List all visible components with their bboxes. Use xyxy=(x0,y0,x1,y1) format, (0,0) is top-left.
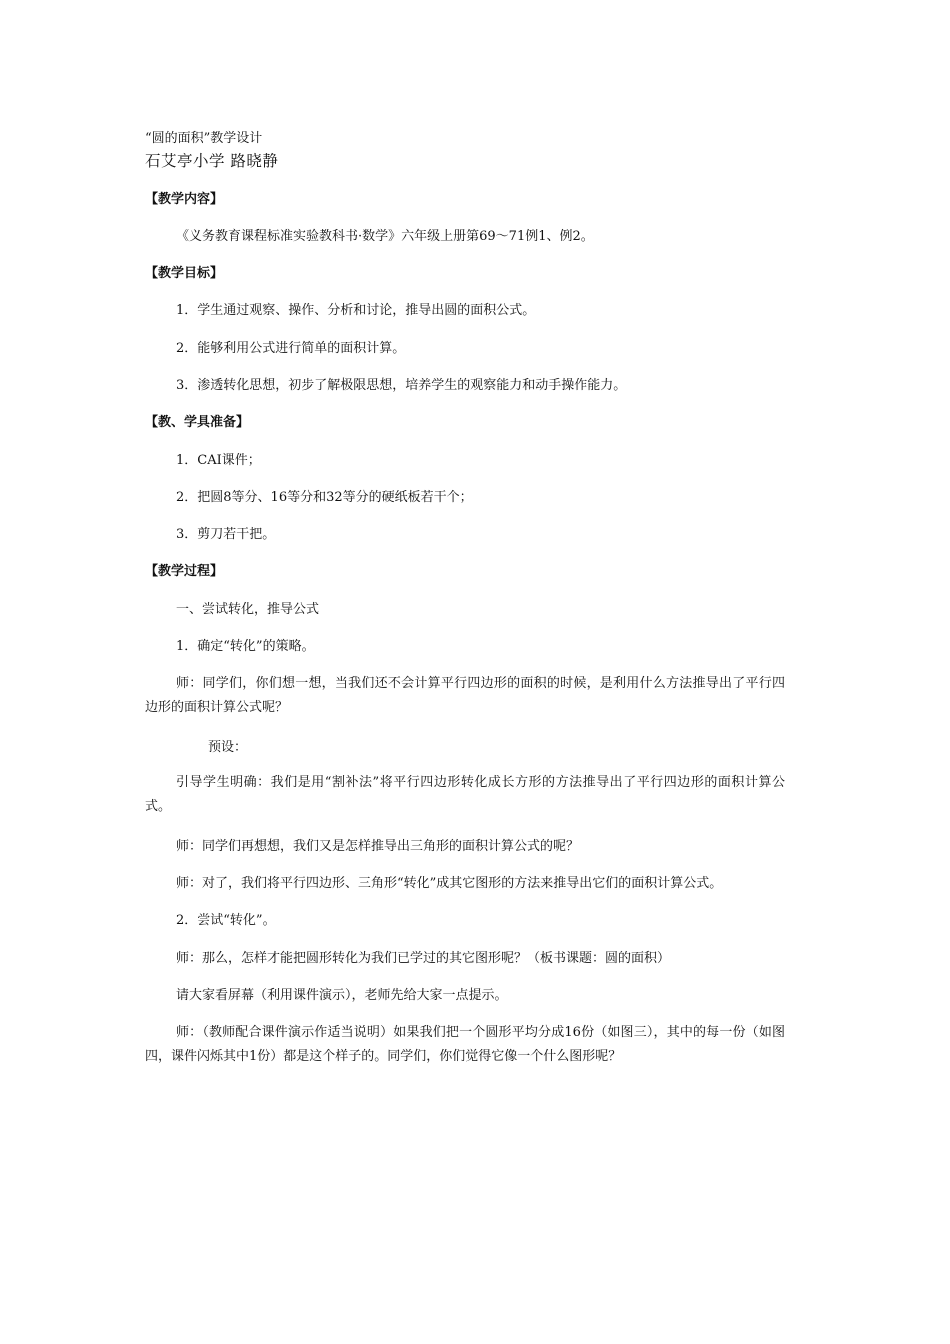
guide-paragraph-1: 引导学生明确：我们是用“割补法”将平行四边形转化成长方形的方法推导出了平行四边形的面积计算公式。 xyxy=(145,775,785,814)
preset-label: 预设： xyxy=(208,740,248,755)
teacher-question-3: 师：那么，怎样才能把圆形转化为我们已学过的其它图形呢？（板书课题：圆的面积） xyxy=(176,951,671,966)
document-title: “圆的面积”教学设计 xyxy=(145,131,263,146)
prep-item-3: 3．剪刀若干把。 xyxy=(176,527,276,542)
prep-item-2: 2．把圆8等分、16等分和32等分的硬纸板若干个； xyxy=(176,490,473,505)
process-step-1: 1．确定“转化”的策略。 xyxy=(176,639,315,654)
section-heading-goals: 【教学目标】 xyxy=(145,266,224,281)
process-step-2: 2．尝试“转化”。 xyxy=(176,913,276,928)
section-heading-preparation: 【教、学具准备】 xyxy=(145,415,250,430)
teacher-demo-paragraph: 师：（教师配合课件演示作适当说明）如果我们把一个圆形平均分成16份（如图三），其中的每一份（如图四，课件闪烁其中1份）都是这个样子的。同学们，你们觉得它像一个什么图形呢？ xyxy=(145,1025,785,1064)
teacher-question-1: 师：同学们，你们想一想，当我们还不会计算平行四边形的面积的时候，是利用什么方法推导出了平行四边形的面积计算公式呢？ xyxy=(145,676,785,715)
goal-item-3: 3．渗透转化思想，初步了解极限思想，培养学生的观察能力和动手操作能力。 xyxy=(176,378,627,393)
section-heading-process: 【教学过程】 xyxy=(145,564,224,579)
screen-hint: 请大家看屏幕（利用课件演示），老师先给大家一点提示。 xyxy=(176,988,508,1003)
goal-item-2: 2．能够利用公式进行简单的面积计算。 xyxy=(176,341,406,356)
teacher-question-2: 师：同学们再想想，我们又是怎样推导出三角形的面积计算公式的呢？ xyxy=(176,839,580,854)
goal-item-1: 1．学生通过观察、操作、分析和讨论，推导出圆的面积公式。 xyxy=(176,303,536,318)
content-text: 《义务教育课程标准实验教科书·数学》六年级上册第69～71例1、例2。 xyxy=(176,229,594,244)
section-heading-content: 【教学内容】 xyxy=(145,192,224,207)
prep-item-1: 1．CAI课件； xyxy=(176,453,261,468)
process-part-1: 一、尝试转化，推导公式 xyxy=(176,602,320,617)
document-author: 石艾亭小学 路晓静 xyxy=(145,152,279,170)
teacher-statement-1: 师：对了，我们将平行四边形、三角形“转化”成其它图形的方法来推导出它们的面积计算公式。 xyxy=(176,876,723,891)
